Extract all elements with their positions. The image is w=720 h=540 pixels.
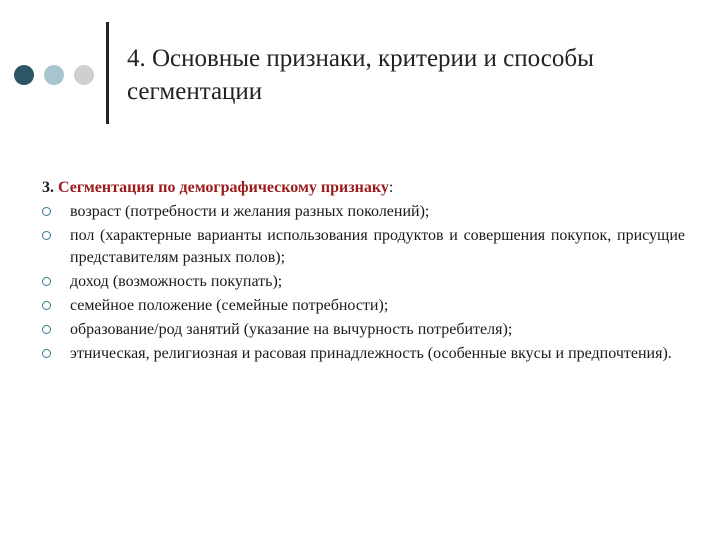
decorative-dots bbox=[14, 65, 94, 85]
list-item-text: пол (характерные варианты использования продуктов и совершения покупок, присущие представителям разных полов); bbox=[70, 227, 685, 266]
hollow-circle-bullet-icon bbox=[42, 301, 51, 310]
list-item bbox=[42, 225, 685, 269]
hollow-circle-bullet-icon bbox=[42, 349, 51, 358]
section-heading-colon: : bbox=[388, 179, 394, 196]
list-item-text: семейное положение (семейные потребности); bbox=[70, 297, 389, 314]
slide-title: 4. Основные признаки, критерии и способы сегментации bbox=[127, 45, 594, 105]
list-item bbox=[42, 271, 685, 293]
section-heading bbox=[42, 177, 685, 199]
list-item-text: возраст (потребности и желания разных поколений); bbox=[70, 203, 430, 220]
list-item bbox=[42, 201, 685, 223]
hollow-circle-bullet-icon bbox=[42, 325, 51, 334]
light-blue-dot-icon bbox=[44, 65, 64, 85]
hollow-circle-bullet-icon bbox=[42, 277, 51, 286]
criteria-list bbox=[42, 201, 685, 365]
list-item bbox=[42, 343, 685, 365]
list-item bbox=[42, 319, 685, 341]
list-item-text: этническая, религиозная и расовая принадлежность (особенные вкусы и предпочтения). bbox=[70, 345, 672, 362]
list-item bbox=[42, 295, 685, 317]
hollow-circle-bullet-icon bbox=[42, 207, 51, 216]
list-item-text: образование/род занятий (указание на вычурность потребителя); bbox=[70, 321, 513, 338]
slide-content bbox=[42, 177, 685, 367]
hollow-circle-bullet-icon bbox=[42, 231, 51, 240]
section-heading-text: Сегментация по демографическому признаку bbox=[58, 179, 389, 196]
section-number: 3. bbox=[42, 179, 54, 196]
grey-dot-icon bbox=[74, 65, 94, 85]
dark-dot-icon bbox=[14, 65, 34, 85]
list-item-text: доход (возможность покупать); bbox=[70, 273, 283, 290]
title-divider bbox=[106, 22, 109, 124]
